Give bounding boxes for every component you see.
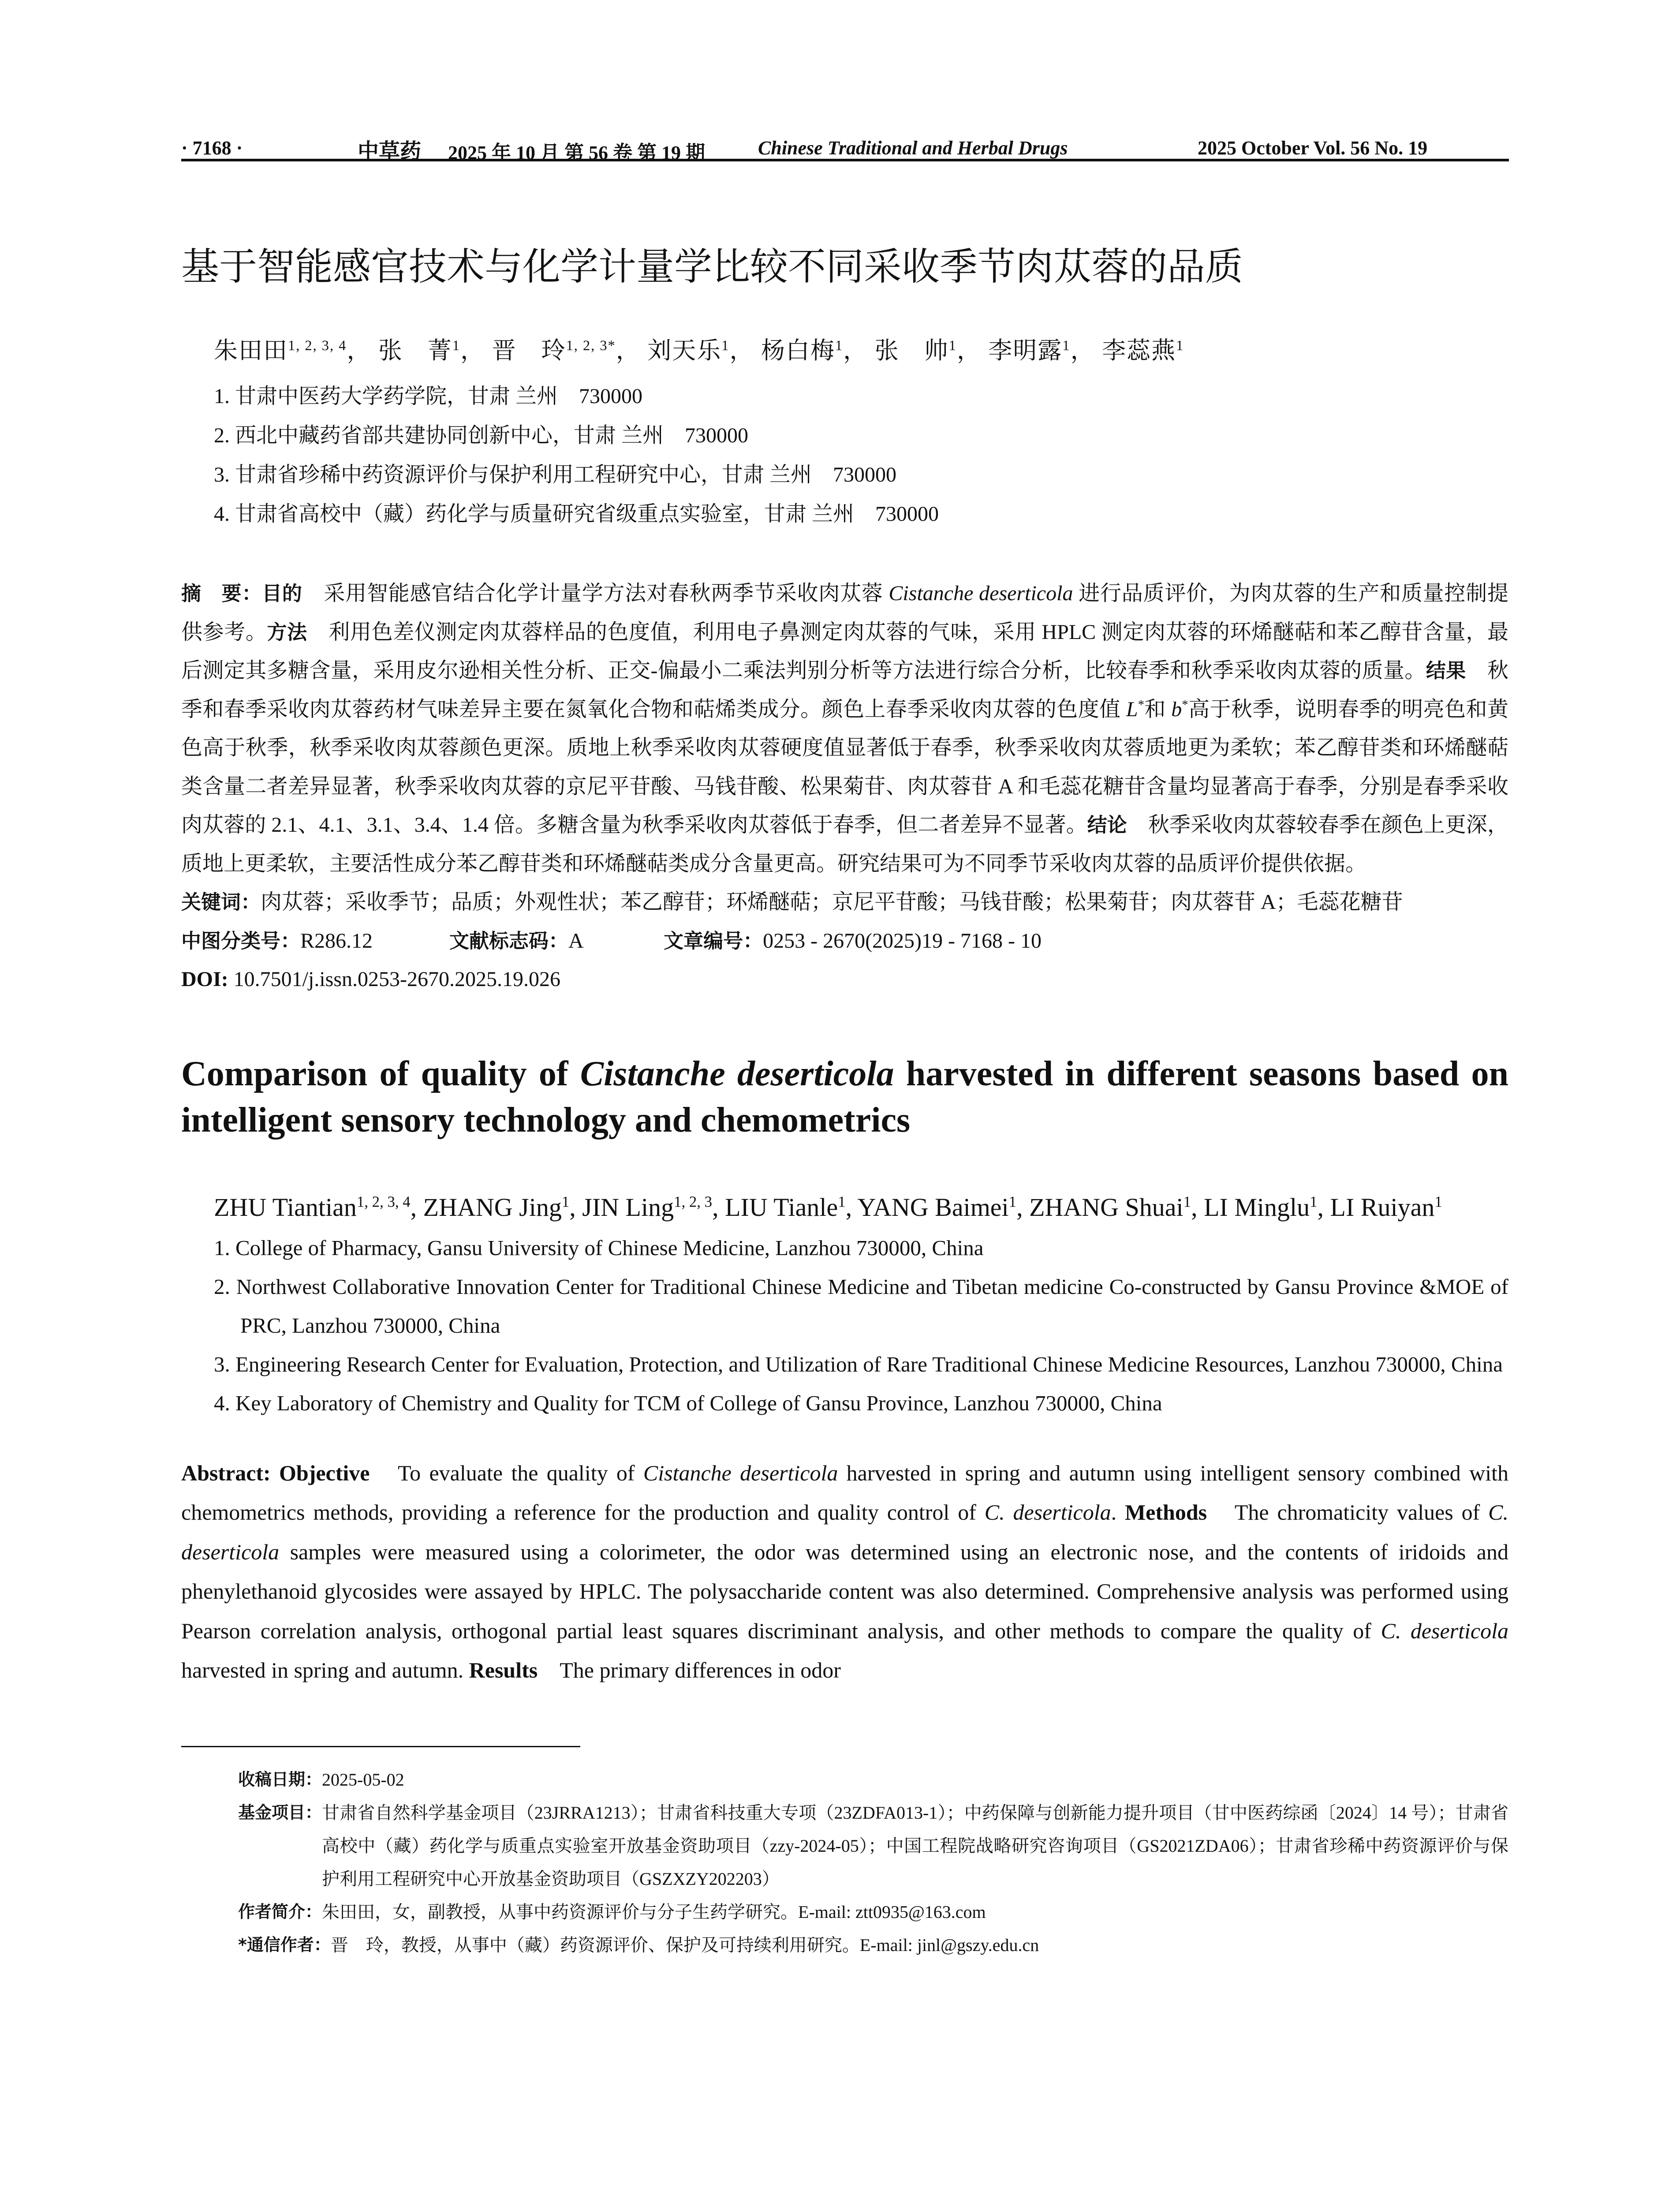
doi-label: DOI:: [181, 968, 228, 991]
author-affil: 1: [1176, 338, 1184, 354]
author: 张 菁: [378, 337, 452, 364]
title-cn: 基于智能感官技术与化学计量学比较不同采收季节肉苁蓉的品质: [181, 245, 1243, 289]
affiliations-cn: [214, 377, 1508, 534]
author-affil: 1: [838, 1193, 846, 1211]
title-en-text: harvested in different seasons based on intelligent sensory technology and chemometrics: [181, 1054, 1508, 1140]
footnote-author-bio: [238, 1895, 1508, 1928]
abstract-objective-label: Abstract: Objective: [181, 1460, 370, 1485]
author-affil: 1: [1434, 1193, 1442, 1211]
issue-cn: 2025 年 10 月 第 56 卷 第 19 期: [448, 142, 705, 164]
author: YANG Baimei: [857, 1192, 1009, 1222]
abstract-label: 摘 要：: [181, 582, 262, 605]
author: ZHU Tiantian: [214, 1192, 357, 1222]
author: LI Ruiyan: [1330, 1192, 1435, 1222]
results-text: 秋季和春季采收肉苁蓉药材气味差异主要在氮氧化合物和萜烯类成分。颜色上春季采收肉苁蓉的色度值: [181, 659, 1508, 721]
footnote-funding: [238, 1796, 1508, 1895]
species-abbr: C. deserticola: [181, 1500, 1508, 1564]
abstract-text: harvested in spring and autumn using intelligent sensory combined with chemometrics methods, providing a reference for the production and quality control of: [181, 1460, 1508, 1525]
author-affil: 1: [1062, 338, 1071, 354]
variable-b: b: [1171, 697, 1182, 721]
methods-label: 方法: [267, 620, 307, 644]
author-affil: 1, 2, 3, 4: [356, 1193, 411, 1211]
journal-logo-cn: 中草药: [358, 139, 422, 164]
affiliation: 1. College of Pharmacy, Gansu University of Chinese Medicine, Lanzhou 730000, China: [214, 1235, 984, 1260]
author: 杨白梅: [761, 337, 835, 364]
keywords-label: 关键词：: [181, 890, 261, 914]
affiliations-en: [214, 1229, 1508, 1423]
footnote-label: *通信作者：: [238, 1935, 331, 1955]
affiliation: 3. Engineering Research Center for Evaluation, Protection, and Utilization of Rare Traditional Chinese Medicine Resources, Lanzhou 730000, China: [214, 1352, 1503, 1376]
abstract-en: [181, 1454, 1508, 1690]
abstract-text: samples were measured using a colorimeter, the odor was determined using an electronic nose, and the contents of iridoids and phenylethanoid glycosides were assayed by HPLC. The polysaccharide content was also determined. Comprehensive analysis was performed using Pearson correlation analysis, orthogonal partial least squares discriminant analysis, and other methods to compare the quality of: [181, 1539, 1508, 1643]
authors-en: ZHU Tiantian$^{1, 2, 3, 4}$, ZHANG Jing$^1$, JIN Ling$^{1, 2, 3}$, LIU Tianle$^1$, YANG Baimei$^1$, ZHANG Shuai$^1$, LI Minglu$^1$, LI Ruiyan$^1$: [214, 1192, 1442, 1222]
article-number-label: 文章编号：: [664, 929, 763, 953]
abstract-text: The chromaticity values of: [1207, 1500, 1489, 1525]
results-text: 高于秋季，说明春季的明亮色和黄色高于秋季，秋季采收肉苁蓉颜色更深。质地上秋季采收肉苁蓉硬度值显著低于春季，秋季采收肉苁蓉质地更为柔软；苯乙醇苷类和环烯醚萜类含量二者差异显著，秋季采收肉苁蓉的京尼平苷酸、马钱苷酸、松果菊苷、肉苁蓉苷 A 和毛蕊花糖苷含量均显著高于春季，分别是春季采收肉苁蓉的 2.1、4.1、3.1、3.4、1.4 倍。多糖含量为秋季采收肉苁蓉低于春季，但二者差异不显著。: [181, 697, 1508, 837]
footnote-label: 收稿日期：: [238, 1769, 322, 1789]
journal-name-en: Chinese Traditional and Herbal Drugs: [758, 137, 1068, 159]
objective-text: 进行品质评价，为肉苁蓉的生产和质量控制提供参考。: [181, 582, 1508, 644]
author: 刘天乐: [647, 337, 722, 364]
footnote-label: 作者简介：: [238, 1902, 322, 1921]
doc-code-label: 文献标志码：: [449, 929, 569, 953]
title-en: [181, 1051, 1508, 1144]
objective-label: 目的: [262, 582, 302, 605]
footnote-text: 甘肃省自然科学基金项目（23JRRA1213）；甘肃省科技重大专项（23ZDFA013-1）；中药保障与创新能力提升项目（甘中医药综函〔2024〕14 号）；甘肃省高校中（藏）药化学与质重点实验室开放基金资助项目（zzy-2024-05）；中国工程院战略研究咨询项目（GS2021ZDA06）；甘肃省珍稀中药资源评价与保护利用工程研究中心开放基金资助项目（GSZXZY202203）: [322, 1802, 1508, 1889]
abstract-text: To evaluate the quality of: [370, 1460, 643, 1485]
results-label: 结果: [1426, 659, 1466, 682]
abstract-cn: [181, 574, 1508, 999]
footnote-label: 基金项目：: [238, 1802, 322, 1822]
affiliation: 2. 西北中藏药省部共建协同创新中心，甘肃 兰州 730000: [214, 424, 749, 447]
author-affil: 1, 2, 3*: [566, 338, 616, 354]
classification: [181, 922, 1508, 960]
doi-value[interactable]: 10.7501/j.issn.0253-2670.2025.19.026: [228, 968, 561, 991]
authors-cn: 朱田田$^{1, 2, 3, 4}$， 张 菁$^1$， 晋 玲$^{1, 2, 3*}$， 刘天乐$^1$， 杨白梅$^1$， 张 帅$^1$， 李明露$^1$， 李蕊燕$^1$: [214, 337, 1184, 364]
clc-value: R286.12: [300, 929, 373, 953]
results-label: Results: [469, 1658, 538, 1682]
footnotes: [238, 1763, 1508, 1962]
affiliation: 4. 甘肃省高校中（藏）药化学与质量研究省级重点实验室，甘肃 兰州 730000: [214, 502, 939, 526]
author-affil: 1, 2, 3: [674, 1193, 713, 1211]
author-affil: 1: [452, 338, 461, 354]
footnote-text: 晋 玲，教授，从事中（藏）药资源评价、保护及可持续利用研究。E-mail: jinl@gszy.edu.cn: [330, 1935, 1039, 1955]
author-affil: 1: [835, 338, 844, 354]
author: ZHANG Jing: [423, 1192, 562, 1222]
affiliation: 3. 甘肃省珍稀中药资源评价与保护利用工程研究中心，甘肃 兰州 730000: [214, 463, 897, 486]
keywords: [181, 883, 1508, 922]
author: 朱田田: [214, 337, 288, 364]
conclusion-label: 结论: [1087, 813, 1127, 837]
abstract-text: harvested in spring and autumn.: [181, 1658, 469, 1682]
author: ZHANG Shuai: [1029, 1192, 1183, 1222]
methods-text: 利用色差仪测定肉苁蓉样品的色度值，利用电子鼻测定肉苁蓉的气味，采用 HPLC 测定肉苁蓉的环烯醚萜和苯乙醇苷含量，最后测定其多糖含量，采用皮尔逊相关性分析、正交-偏最小二乘法判别分析等方法进行综合分析，比较春季和秋季采收肉苁蓉的质量。: [181, 620, 1508, 682]
page-number: · 7168 ·: [181, 137, 243, 159]
footnote-text: 朱田田，女，副教授，从事中药资源评价与分子生药学研究。E-mail: ztt0935@163.com: [322, 1902, 986, 1922]
author: LIU Tianle: [725, 1192, 838, 1222]
author-affil: 1: [1310, 1193, 1318, 1211]
running-header: [181, 132, 1508, 164]
abstract-text: The primary differences in odor: [538, 1658, 841, 1682]
article-number-value: 0253 - 2670(2025)19 - 7168 - 10: [763, 929, 1042, 953]
title-en-text: Comparison of quality of: [181, 1054, 580, 1093]
author: LI Minglu: [1204, 1192, 1310, 1222]
author: 张 帅: [874, 337, 949, 364]
affiliation: 4. Key Laboratory of Chemistry and Quality for TCM of College of Gansu Province, Lanzhou 730000, China: [214, 1390, 1162, 1415]
doc-code-value: A: [568, 929, 583, 953]
author-affil: 1: [721, 338, 730, 354]
methods-label: Methods: [1124, 1500, 1207, 1525]
author: JIN Ling: [582, 1192, 674, 1222]
affiliation: 2. Northwest Collaborative Innovation Center for Traditional Chinese Medicine and Tibetan medicine Co-constructed by Gansu Province &MOE of PRC, Lanzhou 730000, China: [214, 1274, 1508, 1338]
affiliation: 1. 甘肃中医药大学药学院，甘肃 兰州 730000: [214, 385, 643, 408]
conclusion-text: 秋季采收肉苁蓉较春季在颜色上更深，质地上更柔软，主要活性成分苯乙醇苷类和环烯醚萜类成分含量更高。研究结果可为不同季节采收肉苁蓉的品质评价提供依据。: [181, 813, 1508, 875]
superscript-star: *: [1138, 697, 1144, 712]
species-name: Cistanche deserticola: [889, 582, 1073, 605]
author-affil: 1: [561, 1193, 570, 1211]
superscript-star: *: [1182, 697, 1188, 712]
author: 李蕊燕: [1102, 337, 1176, 364]
doi: [181, 960, 1508, 999]
author-affil: 1: [948, 338, 957, 354]
keywords-text: 肉苁蓉；采收季节；品质；外观性状；苯乙醇苷；环烯醚萜；京尼平苷酸；马钱苷酸；松果菊苷；肉苁蓉苷 A；毛蕊花糖苷: [261, 890, 1403, 914]
species-name: Cistanche deserticola: [580, 1054, 894, 1093]
footnote-corresponding: [238, 1928, 1508, 1962]
species-abbr: C. deserticola: [1381, 1618, 1508, 1643]
abstract-text: .: [1111, 1500, 1125, 1525]
variable-L: L: [1126, 697, 1138, 721]
species-name: Cistanche deserticola: [643, 1460, 838, 1485]
issue-en: 2025 October Vol. 56 No. 19: [1198, 137, 1428, 159]
species-abbr: C. deserticola: [984, 1500, 1111, 1525]
footnote-text: 2025-05-02: [322, 1769, 404, 1790]
author-affil: 1, 2, 3, 4: [288, 338, 347, 354]
author-affil: 1: [1008, 1193, 1017, 1211]
clc-label: 中图分类号：: [181, 929, 301, 953]
author: 晋 玲: [492, 337, 566, 364]
footnote-received: [238, 1763, 1508, 1796]
author: 李明露: [988, 337, 1063, 364]
author-affil: 1: [1183, 1193, 1191, 1211]
objective-text: 采用智能感官结合化学计量学方法对春秋两季节采收肉苁蓉: [302, 582, 889, 605]
footnote-rule: [181, 1746, 580, 1747]
results-text: 和: [1144, 697, 1172, 721]
